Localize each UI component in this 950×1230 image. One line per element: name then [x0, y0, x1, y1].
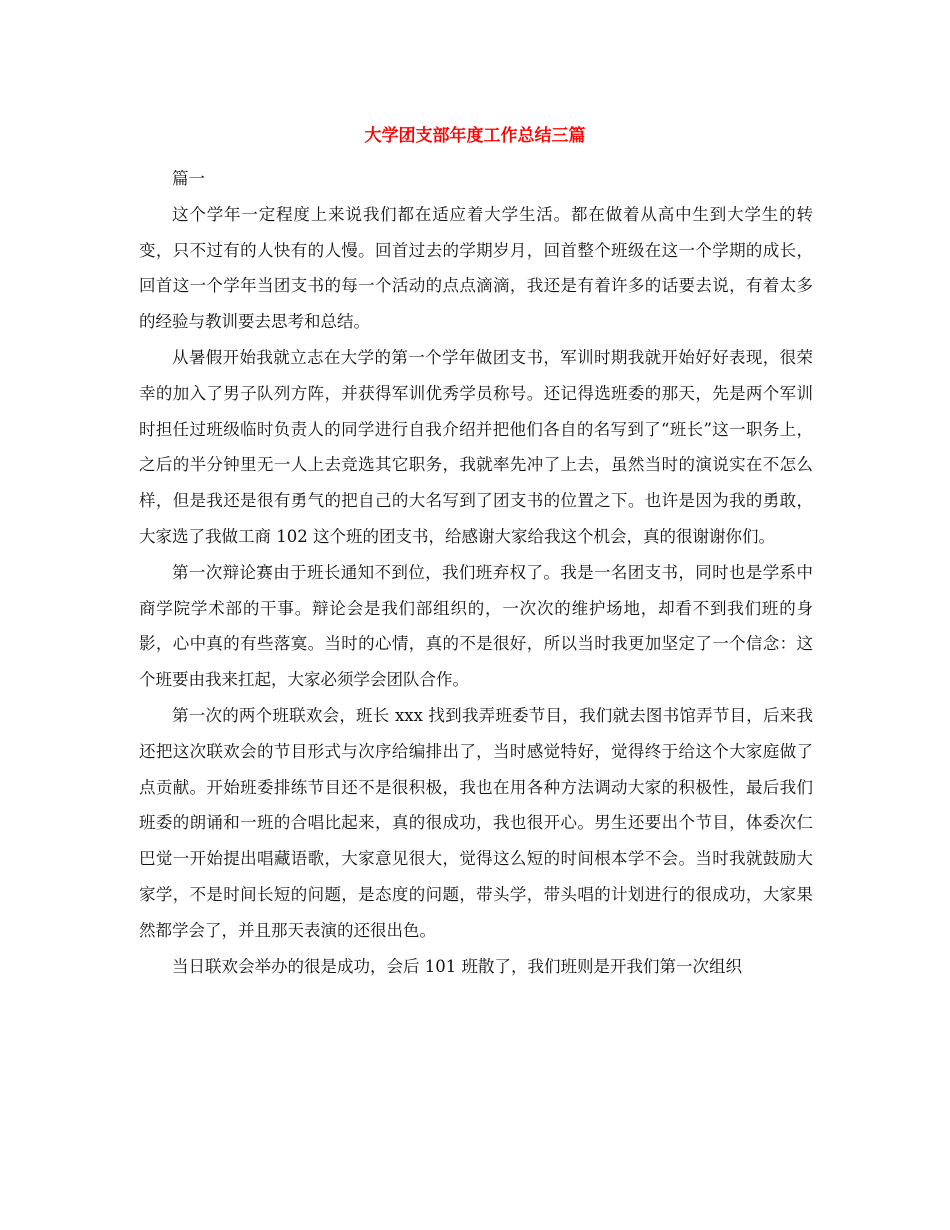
paragraph: 当日联欢会举办的很是成功，会后 101 班散了，我们班则是开我们第一次组织	[172, 956, 742, 976]
document-title: 大学团支部年度工作总结三篇	[364, 126, 586, 146]
section-label: 篇一	[172, 169, 205, 188]
document-body	[139, 161, 813, 984]
paragraph: 从暑假开始我就立志在大学的第一个学年做团支书，军训时期我就开始好好表现，很荣幸的加入了男子队列方阵，并获得军训优秀学员称号。还记得选班委的那天，先是两个军训时担任过班级临时负责人的同学进行自我介绍并把他们各自的名写到了“班长”这一职务上，之后的半分钟里无一人上去竞选其它职务，我就率先冲了上去，虽然当时的演说实在不怎么样，但是我还是很有勇气的把自己的大名写到了团支书的位置之下。也许是因为我的勇敢，大家选了我做工商 102 这个班的团支书，给感谢大家给我这个机会，真的很谢谢你们。	[139, 347, 813, 546]
paragraph: 这个学年一定程度上来说我们都在适应着大学生活。都在做着从高中生到大学生的转变，只不过有的人快有的人慢。回首过去的学期岁月，回首整个班级在这一个学期的成长，回首这一个学年当团支书的每一个活动的点点滴滴，我还是有着许多的话要去说，有着太多的经验与教训要去思考和总结。	[139, 204, 813, 332]
paragraph: 第一次辩论赛由于班长通知不到位，我们班弃权了。我是一名团支书，同时也是学系中商学院学术部的干事。辩论会是我们部组织的，一次次的维护场地，却看不到我们班的身影，心中真的有些落寞。当时的心情，真的不是很好，所以当时我更加坚定了一个信念：这个班要由我来扛起，大家必须学会团队合作。	[139, 562, 813, 690]
paragraph: 第一次的两个班联欢会，班长 xxx 找到我弄班委节目，我们就去图书馆弄节目，后来我还把这次联欢会的节目形式与次序给编排出了，当时感觉特好，觉得终于给这个大家庭做了点贡献。开始班委排练节目还不是很积极，我也在用各种方法调动大家的积极性，最后我们班委的朗诵和一班的合唱比起来，真的很成功，我也很开心。男生还要出个节目，体委次仁巴觉一开始提出唱藏语歌，大家意见很大，觉得这么短的时间根本学不会。当时我就鼓励大家学，不是时间长短的问题，是态度的问题，带头学，带头唱的计划进行的很成功，大家果然都学会了，并且那天表演的还很出色。	[139, 705, 813, 940]
